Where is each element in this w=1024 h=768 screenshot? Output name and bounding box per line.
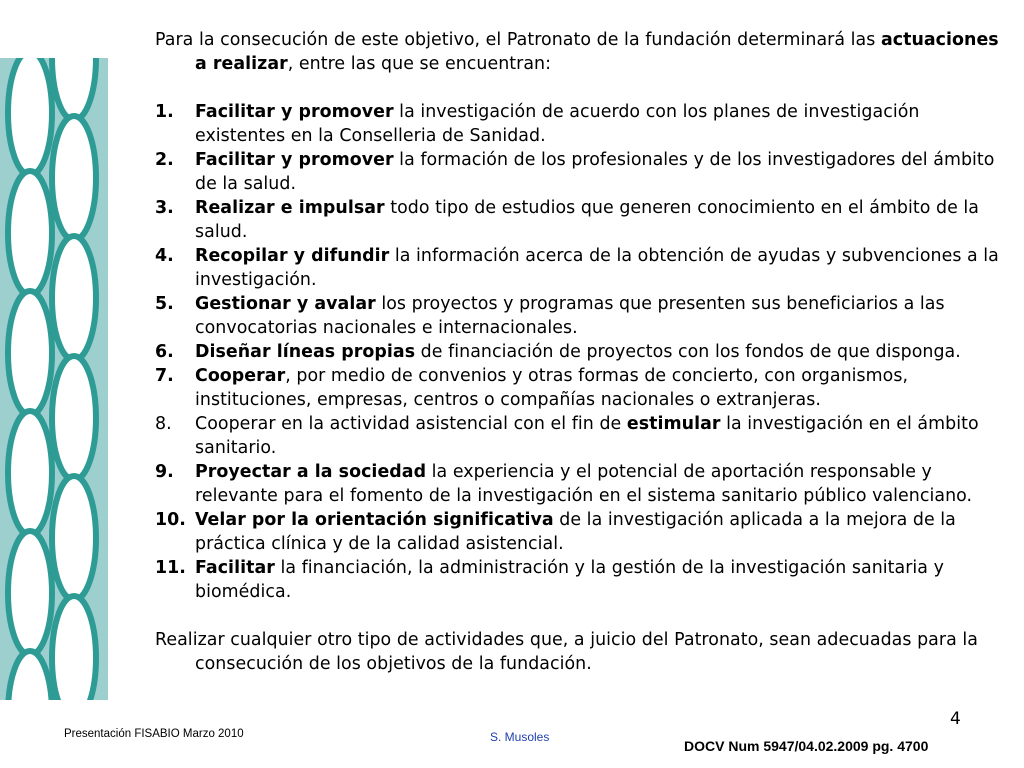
intro-bold-text: actuaciones a realizar	[195, 30, 999, 74]
list-item	[155, 412, 1013, 460]
list-item-text: la financiación, la administración y la gestión de la investigación sanitaria y biomédica.	[195, 558, 944, 602]
list-item	[155, 364, 1013, 412]
list-item	[155, 508, 1013, 556]
list-item	[155, 100, 1013, 148]
chain-link-shape	[8, 291, 52, 415]
list-item-text: , por medio de convenios y otras formas de concierto, con organismos, instituciones, empresas, centros o compañías nacionales o extranjeras.	[195, 366, 909, 410]
list-item-bold-text: Cooperar	[195, 366, 286, 386]
footer-author: S. Musoles	[490, 730, 550, 744]
list-item-bold-text: Proyectar a la sociedad	[195, 462, 427, 482]
list-item-bold-text: estimular	[626, 414, 721, 434]
chain-link-shape	[52, 236, 96, 360]
list-item-number: 2.	[155, 150, 174, 170]
list-item-bold-text: Recopilar y difundir	[195, 246, 390, 266]
list-item-bold-text: Facilitar y promover	[195, 150, 394, 170]
list-item-number: 10.	[155, 510, 186, 530]
list-item-text: la información acerca de la obtención de ayudas y subvenciones a la investigación.	[195, 246, 999, 290]
list-item-number: 5.	[155, 294, 174, 314]
intro-text: Para la consecución de este objetivo, el Patronato de la fundación determinará las	[155, 30, 881, 50]
list-item-bold-text: Facilitar y promover	[195, 102, 394, 122]
list-item-number: 6.	[155, 342, 174, 362]
chain-link-shape	[52, 596, 96, 700]
list-item-text: todo tipo de estudios que generen conocimiento en el ámbito de la salud.	[195, 198, 980, 242]
source-reference: DOCV Num 5947/04.02.2009 pg. 4700	[684, 738, 929, 754]
list-item-number: 9.	[155, 462, 174, 482]
list-item	[155, 148, 1013, 196]
chain-link-shape	[8, 171, 52, 295]
chain-link-shape	[8, 411, 52, 535]
list-item-text: Cooperar en la actividad asistencial con el fin de	[195, 414, 627, 434]
intro-paragraph	[155, 28, 1013, 76]
list-item-text: la formación de los profesionales y de los investigadores del ámbito de la salud.	[195, 150, 995, 194]
list-item-number: 8.	[155, 414, 172, 434]
slide-number: 4	[950, 709, 961, 729]
list-item-bold-text: Gestionar y avalar	[195, 294, 376, 314]
list-item-bold-text: Realizar e impulsar	[195, 198, 385, 218]
list-item	[155, 196, 1013, 244]
list-item	[155, 292, 1013, 340]
list-item-text: la experiencia y el potencial de aportación responsable y relevante para el fomento de la investigación en el sistema sanitario público valenciano.	[195, 462, 973, 506]
list-item-bold-text: Facilitar	[195, 558, 275, 578]
list-item	[155, 244, 1013, 292]
list-item	[155, 556, 1013, 604]
list-item-number: 3.	[155, 198, 174, 218]
actions-list	[155, 100, 1013, 604]
chain-links-icon	[0, 58, 108, 700]
chain-link-shape	[52, 116, 96, 240]
chain-link-shape	[8, 58, 52, 175]
closing-paragraph: Realizar cualquier otro tipo de actividades que, a juicio del Patronato, sean adecuadas para la consecución de los objetivos de la fundación.	[155, 630, 978, 674]
list-item-bold-text: Diseñar líneas propias	[195, 342, 416, 362]
list-item-text: de la investigación aplicada a la mejora de la práctica clínica y de la calidad asistencial.	[195, 510, 956, 554]
list-item-number: 4.	[155, 246, 174, 266]
chain-link-shape	[52, 476, 96, 600]
list-item	[155, 340, 1013, 364]
list-item-number: 1.	[155, 102, 174, 122]
footer-presentation-title: Presentación FISABIO Marzo 2010	[64, 728, 244, 740]
chain-link-shape	[8, 651, 52, 700]
chain-link-shape	[8, 531, 52, 655]
slide-body	[155, 28, 1013, 676]
list-item-text: los proyectos y programas que presenten sus beneficiarios a las convocatorias nacionales e internacionales.	[195, 294, 945, 338]
chain-link-shape	[52, 58, 96, 120]
list-item-number: 7.	[155, 366, 174, 386]
chain-link-shape	[52, 356, 96, 480]
chain-decoration	[0, 58, 108, 700]
list-item	[155, 460, 1013, 508]
list-item-bold-text: Velar por la orientación significativa	[195, 510, 554, 530]
intro-text-end: , entre las que se encuentran:	[287, 54, 552, 74]
list-item-text: de financiación de proyectos con los fondos de que disponga.	[415, 342, 961, 362]
list-item-text: la investigación en el ámbito sanitario.	[195, 414, 979, 458]
list-item-text: la investigación de acuerdo con los planes de investigación existentes en la Conselleria de Sanidad.	[195, 102, 920, 146]
list-item-number: 11.	[155, 558, 186, 578]
